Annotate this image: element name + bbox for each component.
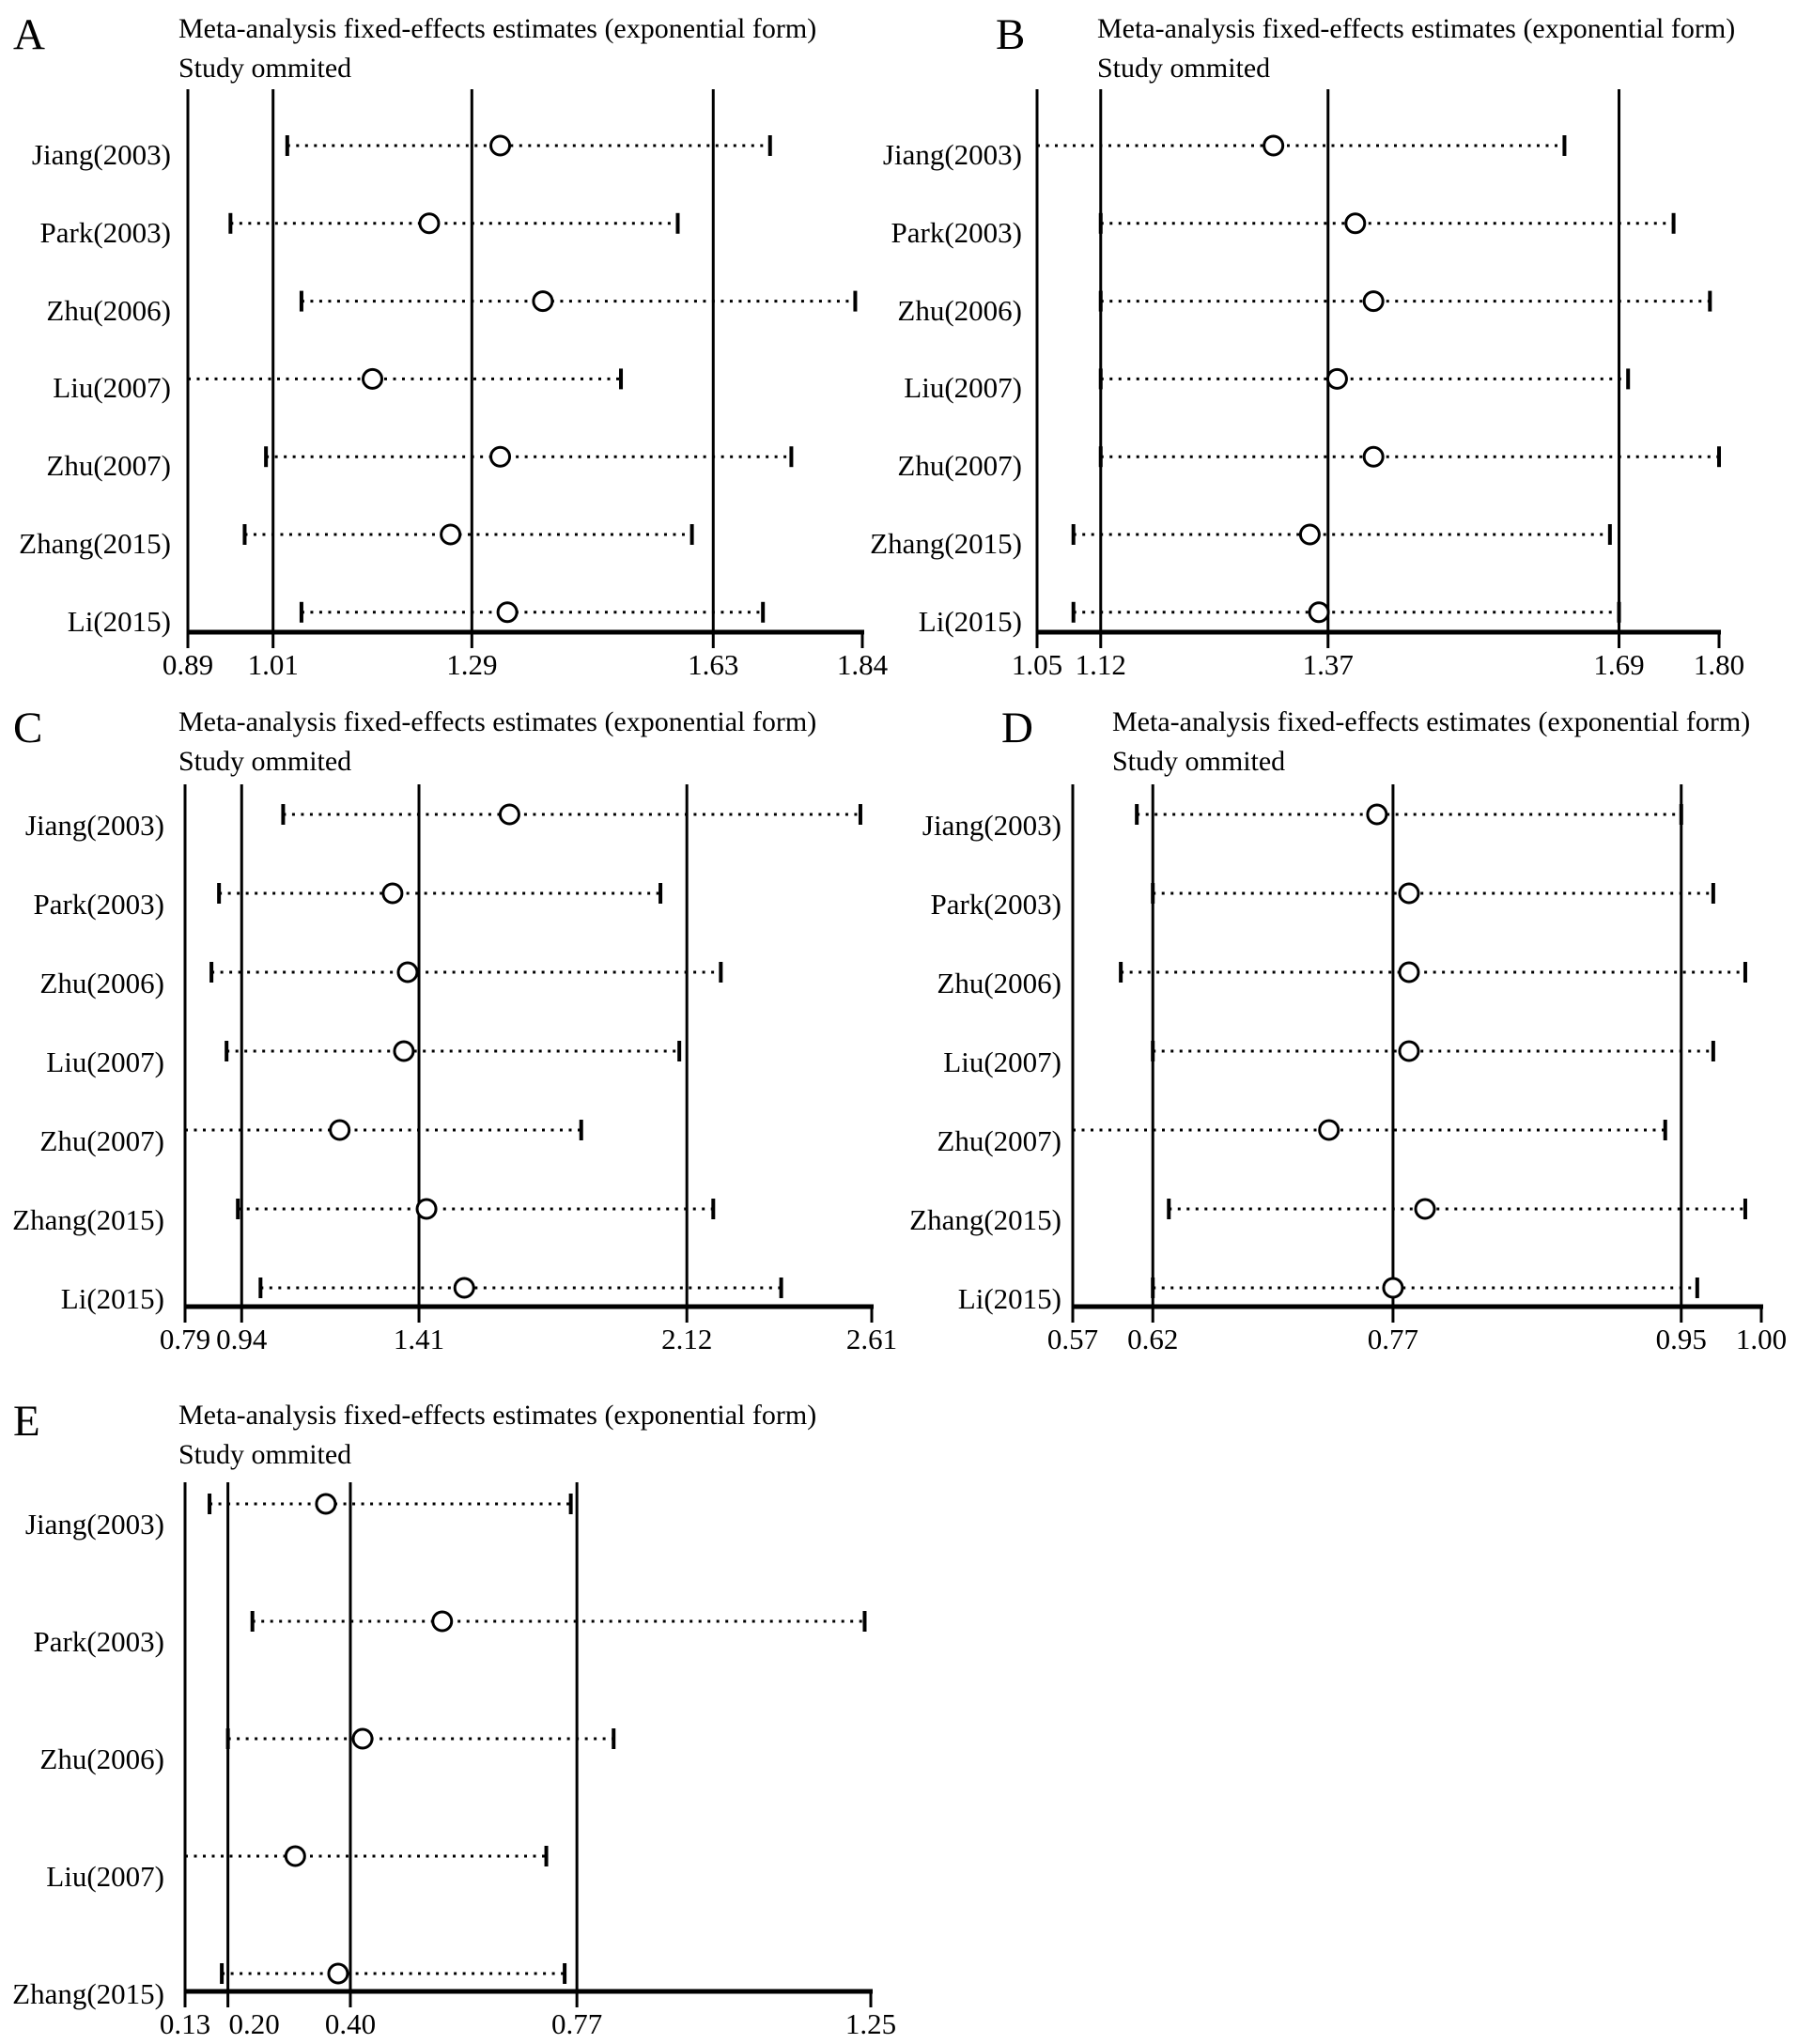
estimate-circle <box>383 884 402 903</box>
panel-b-plot <box>1036 89 1721 648</box>
estimate-circle <box>364 369 382 388</box>
x-axis-tick-label: 0.57 <box>1046 1323 1099 1355</box>
estimate-circle <box>1364 292 1383 311</box>
estimate-circle <box>1264 136 1283 155</box>
estimate-circle <box>491 136 510 155</box>
panel-e-title-line2: Study ommited <box>178 1439 352 1470</box>
x-axis-tick-label: 0.89 <box>162 648 214 681</box>
study-label: Park(2003) <box>891 215 1022 249</box>
estimate-circle <box>500 805 519 824</box>
x-axis-tick-label: 0.95 <box>1655 1323 1707 1355</box>
estimate-circle <box>1346 214 1365 233</box>
x-axis-tick-label: 0.62 <box>1127 1323 1179 1355</box>
panel-e-plot <box>184 1482 873 2007</box>
x-axis-tick-label: 1.41 <box>393 1323 445 1355</box>
study-label: Zhu(2007) <box>46 449 171 483</box>
estimate-circle <box>1400 884 1418 903</box>
study-label: Liu(2007) <box>943 1045 1061 1078</box>
panel-c-title-line2: Study ommited <box>178 746 352 777</box>
estimate-circle <box>331 1121 349 1139</box>
x-axis-tick-label: 1.80 <box>1693 648 1745 681</box>
x-axis-tick-label: 0.13 <box>159 2007 211 2040</box>
study-label: Zhang(2015) <box>909 1203 1061 1236</box>
estimate-circle <box>442 525 460 544</box>
study-label: Zhu(2006) <box>937 967 1061 999</box>
study-label: Liu(2007) <box>46 1860 164 1893</box>
x-axis-tick-label: 1.25 <box>844 2007 897 2040</box>
panel-d-title <box>1112 703 1750 782</box>
estimate-circle <box>491 447 510 466</box>
study-label: Park(2003) <box>33 1625 164 1658</box>
panel-a-title <box>178 9 816 88</box>
panel-e-title-line1: Meta-analysis fixed-effects estimates (exponential form) <box>178 1400 817 1431</box>
study-label: Jiang(2003) <box>31 138 171 171</box>
panel-b-title <box>1097 9 1735 88</box>
x-axis-tick-label: 0.79 <box>159 1323 211 1355</box>
study-label: Jiang(2003) <box>24 1508 164 1541</box>
estimate-circle <box>1364 447 1383 466</box>
estimate-circle <box>1416 1200 1434 1218</box>
estimate-circle <box>1368 805 1386 824</box>
estimate-circle <box>1300 525 1319 544</box>
estimate-circle <box>1400 1042 1418 1061</box>
study-label: Li(2015) <box>67 604 171 638</box>
estimate-circle <box>317 1494 335 1513</box>
panel-a-letter: A <box>13 10 45 59</box>
study-label: Liu(2007) <box>904 371 1022 405</box>
study-label: Zhu(2006) <box>46 293 171 327</box>
estimate-circle <box>1384 1278 1402 1297</box>
study-label: Park(2003) <box>39 215 171 249</box>
study-label: Zhu(2006) <box>39 967 164 999</box>
x-axis-tick-label: 0.77 <box>551 2007 603 2040</box>
study-label: Zhu(2007) <box>39 1124 164 1157</box>
x-axis-tick-label: 1.00 <box>1735 1323 1788 1355</box>
x-axis-tick-label: 0.40 <box>324 2007 377 2040</box>
x-axis-tick-label: 1.01 <box>247 648 299 681</box>
study-label: Jiang(2003) <box>882 138 1022 171</box>
study-label: Liu(2007) <box>46 1045 164 1078</box>
x-axis-tick-label: 1.05 <box>1011 648 1063 681</box>
x-axis-tick-label: 1.63 <box>688 648 739 681</box>
estimate-circle <box>398 963 417 982</box>
panel-a-title-line2: Study ommited <box>178 53 352 84</box>
panel-b-title-line2: Study ommited <box>1097 53 1271 84</box>
estimate-circle <box>286 1847 304 1866</box>
study-label: Li(2015) <box>60 1282 164 1315</box>
study-label: Zhang(2015) <box>19 527 171 560</box>
study-label: Zhu(2007) <box>897 449 1022 483</box>
estimate-circle <box>1320 1121 1339 1139</box>
estimate-circle <box>534 292 552 311</box>
panel-c-letter: C <box>13 704 43 752</box>
study-label: Zhang(2015) <box>12 1203 164 1236</box>
study-label: Li(2015) <box>957 1282 1061 1315</box>
panel-c-title <box>178 703 816 782</box>
estimate-circle <box>417 1200 436 1218</box>
estimate-circle <box>353 1729 372 1748</box>
x-axis-tick-label: 0.94 <box>216 1323 268 1355</box>
panel-a-plot <box>187 89 864 648</box>
x-axis-tick-label: 0.77 <box>1367 1323 1419 1355</box>
estimate-circle <box>1309 603 1328 622</box>
study-label: Zhu(2006) <box>897 293 1022 327</box>
panel-d-title-line1: Meta-analysis fixed-effects estimates (exponential form) <box>1112 706 1751 737</box>
panel-d-letter: D <box>1001 704 1033 752</box>
x-axis-tick-label: 2.61 <box>845 1323 898 1355</box>
estimate-circle <box>420 214 439 233</box>
study-label: Zhang(2015) <box>12 1977 164 2010</box>
x-axis-tick-label: 0.20 <box>228 2007 280 2040</box>
estimate-circle <box>1400 963 1418 982</box>
study-label: Zhu(2006) <box>39 1742 164 1775</box>
study-label: Liu(2007) <box>53 371 171 405</box>
x-axis-tick-label: 1.37 <box>1302 648 1354 681</box>
x-axis-tick-label: 1.84 <box>836 648 889 681</box>
x-axis-tick-label: 1.29 <box>446 648 498 681</box>
estimate-circle <box>455 1278 473 1297</box>
panel-c-title-line1: Meta-analysis fixed-effects estimates (exponential form) <box>178 706 817 737</box>
panel-b-title-line1: Meta-analysis fixed-effects estimates (exponential form) <box>1097 13 1736 44</box>
estimate-circle <box>498 603 517 622</box>
x-axis-tick-label: 1.69 <box>1593 648 1645 681</box>
estimate-circle <box>395 1042 413 1061</box>
panel-d-plot <box>1072 784 1763 1323</box>
panel-d-title-line2: Study ommited <box>1112 746 1286 777</box>
study-label: Li(2015) <box>918 604 1022 638</box>
x-axis-tick-label: 1.12 <box>1075 648 1126 681</box>
estimate-circle <box>433 1612 452 1631</box>
study-label: Park(2003) <box>33 888 164 921</box>
x-axis-tick-label: 2.12 <box>661 1323 713 1355</box>
panel-e-title <box>178 1396 816 1475</box>
estimate-circle <box>1327 369 1346 388</box>
panel-a-title-line1: Meta-analysis fixed-effects estimates (exponential form) <box>178 13 817 44</box>
estimate-circle <box>329 1964 348 1983</box>
study-label: Jiang(2003) <box>24 809 164 842</box>
panel-b-letter: B <box>996 10 1026 59</box>
study-label: Jiang(2003) <box>922 809 1061 842</box>
study-label: Zhang(2015) <box>870 527 1022 560</box>
panel-e-letter: E <box>13 1397 40 1446</box>
study-label: Zhu(2007) <box>937 1124 1061 1157</box>
study-label: Park(2003) <box>930 888 1061 921</box>
